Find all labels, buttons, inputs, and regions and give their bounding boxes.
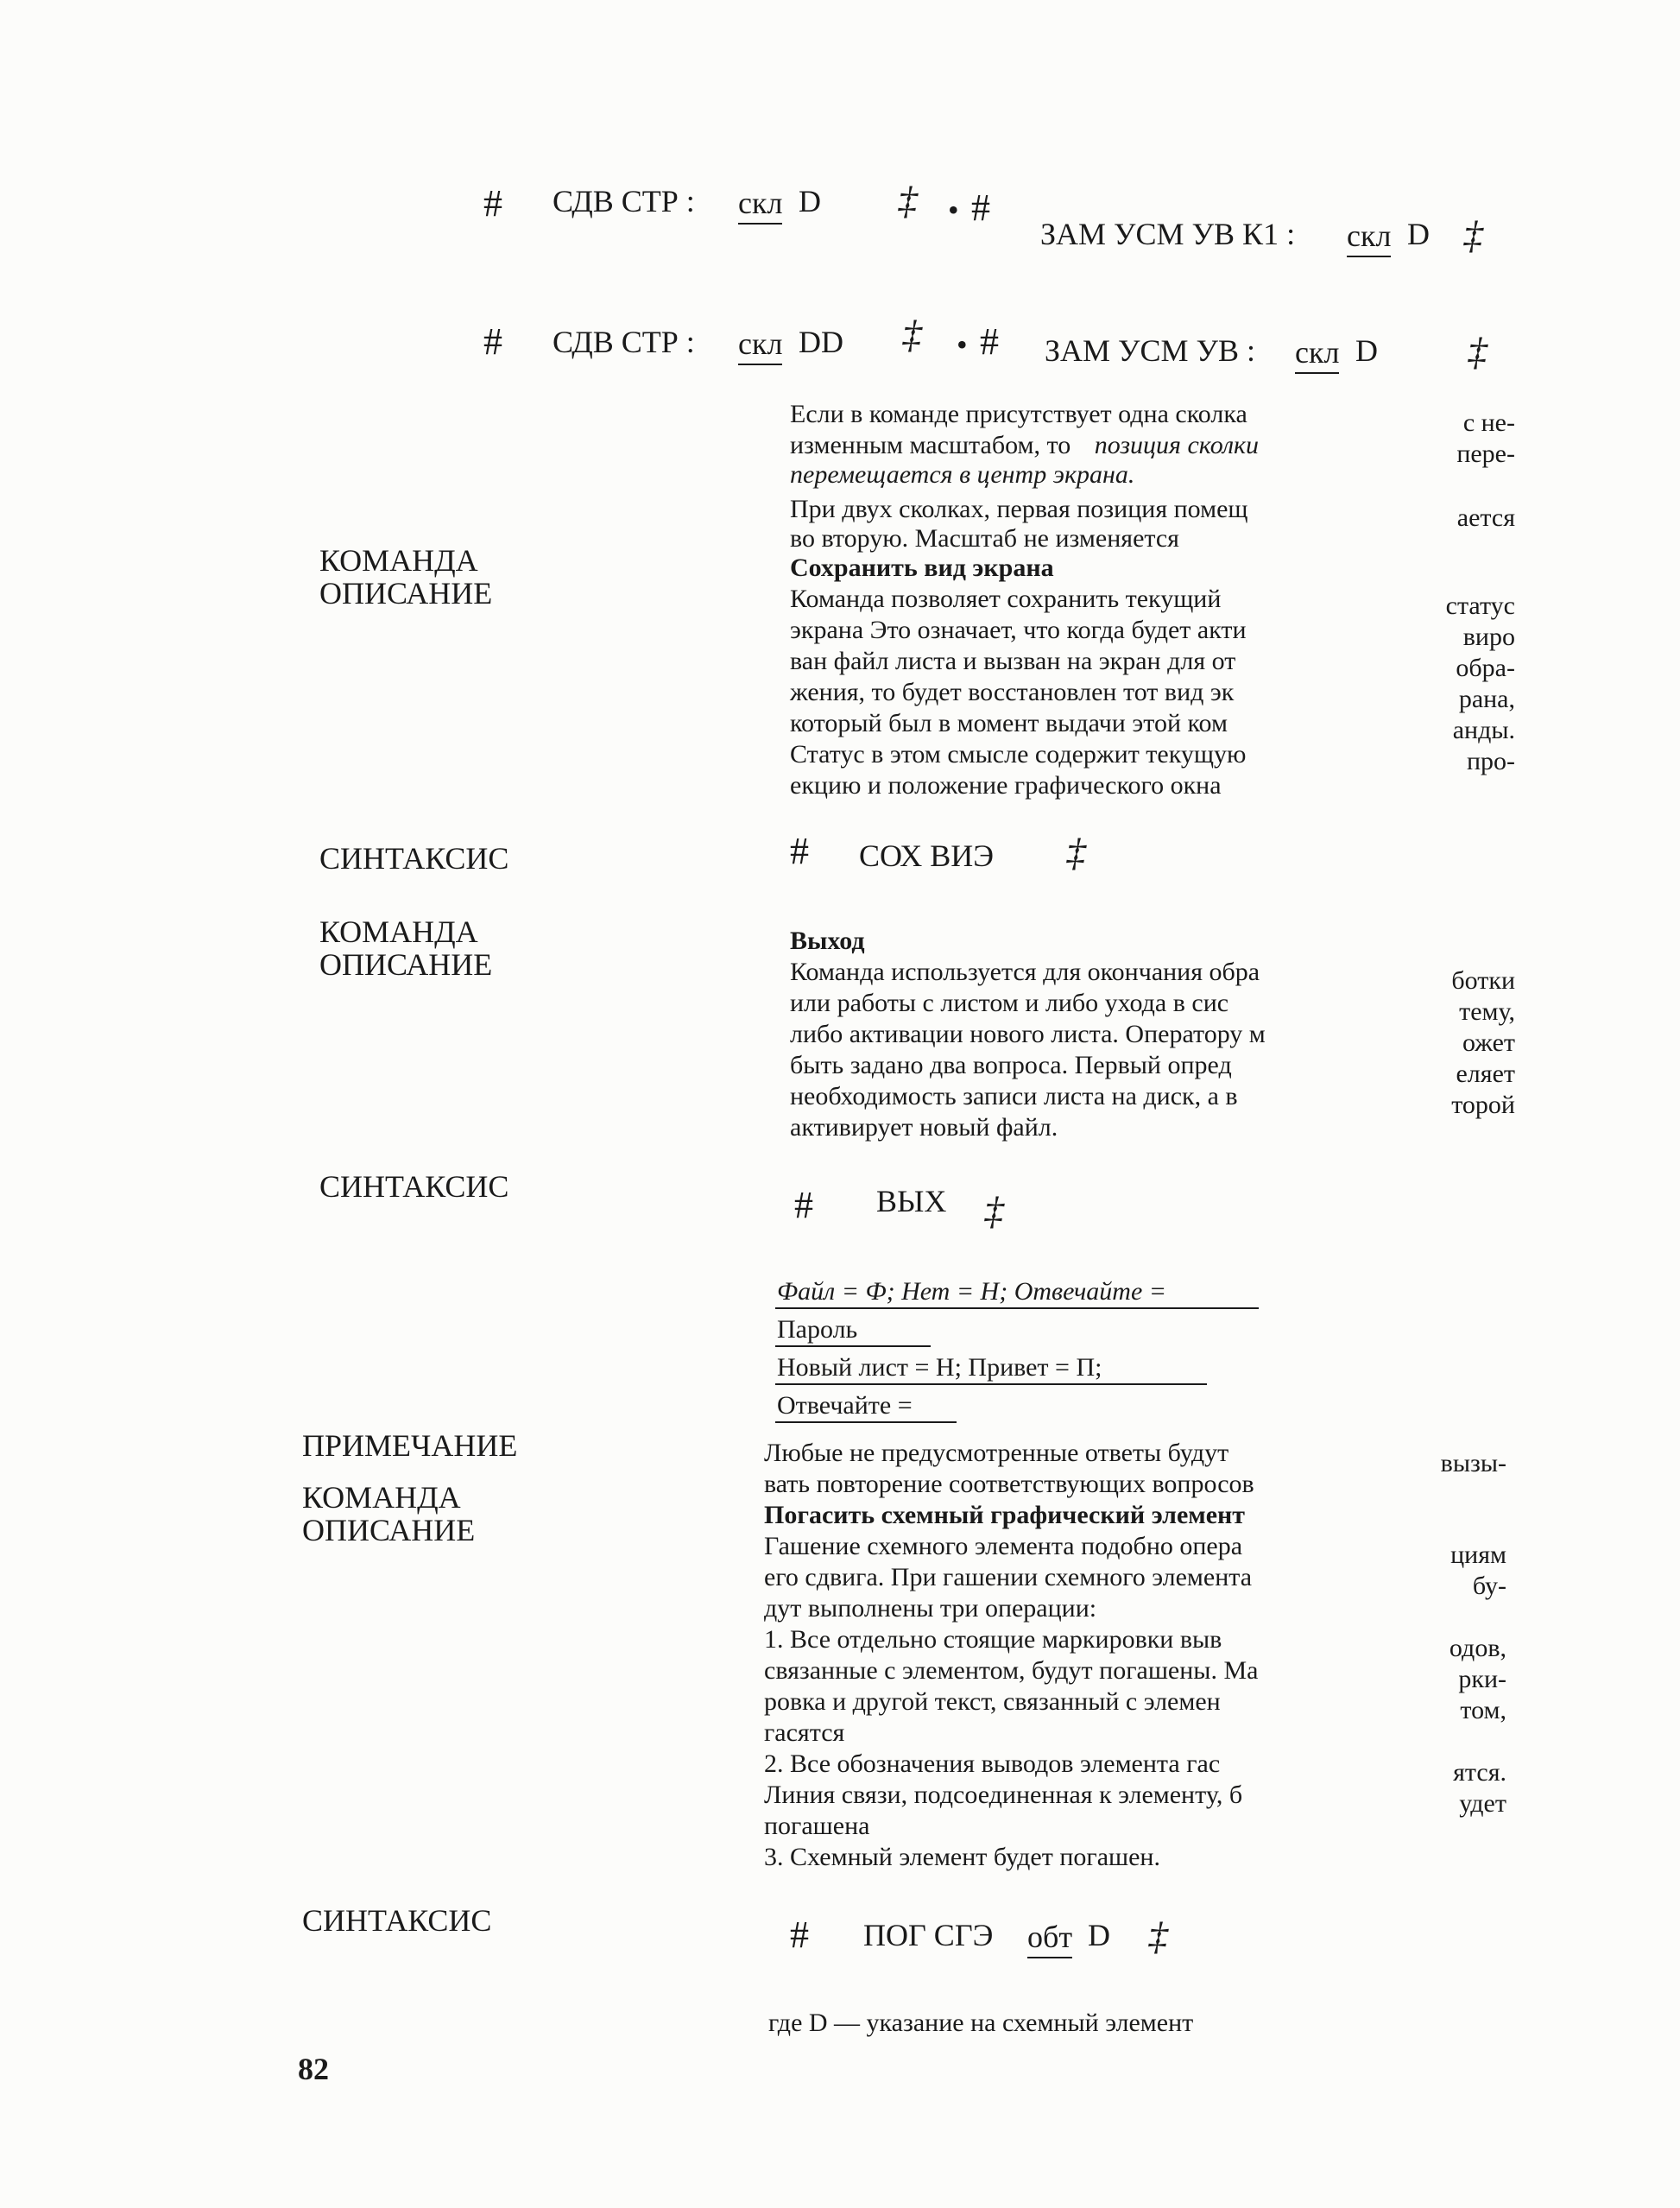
- hash-symbol: #: [483, 320, 502, 363]
- text-line: 3. Схемный элемент будет погашен.: [764, 1843, 1160, 1871]
- param: D: [799, 184, 821, 218]
- section-title: Погасить схемный графический элемент: [764, 1501, 1246, 1529]
- line-tail: удет: [1459, 1789, 1506, 1818]
- terminator-symbol: ‡: [984, 1188, 1004, 1232]
- prompt-underline: [775, 1345, 931, 1347]
- text-line: который был в момент выдачи этой ком: [790, 709, 1228, 737]
- hash-symbol: #: [790, 830, 809, 872]
- text-line: погашена: [764, 1812, 870, 1840]
- command-text-2: ЗАМ УСМ УВ :: [1045, 333, 1256, 368]
- key-word: скл: [738, 326, 782, 365]
- text-line: Команда используется для окончания обра: [790, 958, 1260, 986]
- label-description: ОПИСАНИЕ: [319, 576, 493, 611]
- hash-symbol: #: [483, 182, 502, 225]
- line-tail: торой: [1451, 1091, 1515, 1119]
- text-line: связанные с элементом, будут погашены. Ма: [764, 1656, 1259, 1685]
- key-word-2: скл: [1295, 334, 1339, 374]
- text-line: екцию и положение графического окна: [790, 771, 1222, 800]
- footnote: где D — указание на схемный элемент: [768, 2009, 1194, 2037]
- terminator-symbol: ‡: [898, 178, 918, 222]
- line-tail: статус: [1445, 592, 1515, 620]
- prompt-line-1: Файл = Ф; Нет = Н; Отвечайте =: [777, 1277, 1167, 1306]
- section-title: Выход: [790, 927, 865, 955]
- text-line: дут выполнены три операции:: [764, 1594, 1097, 1623]
- note-body: [764, 1438, 1506, 1507]
- hash-symbol: #: [794, 1184, 813, 1226]
- prompt-underline: [775, 1383, 1207, 1385]
- param: DD: [799, 325, 843, 359]
- text-line: Гашение схемного элемента подобно опера: [764, 1532, 1243, 1560]
- text-line: необходимость записи листа на диск, а в: [790, 1082, 1238, 1110]
- line-tail: рки-: [1458, 1665, 1506, 1693]
- line-tail: одов,: [1449, 1634, 1506, 1662]
- line-tail: ожет: [1462, 1028, 1515, 1057]
- line-tail: ятся.: [1453, 1758, 1506, 1787]
- command-text: СДВ СТР :: [553, 184, 695, 218]
- command-text-2: ЗАМ УСМ УВ К1 :: [1040, 217, 1296, 251]
- paragraph-1: [790, 399, 1515, 563]
- key-word: обт: [1027, 1919, 1072, 1958]
- label-command: КОМАНДА: [319, 914, 478, 949]
- line-tail: анды.: [1452, 716, 1515, 744]
- section-1-body: [790, 553, 1515, 800]
- terminator-symbol: ‡: [1066, 830, 1086, 874]
- line-tail: циям: [1450, 1541, 1506, 1569]
- line-tail: виро: [1462, 623, 1515, 651]
- param: D: [1088, 1918, 1110, 1952]
- text-line: 2. Все обозначения выводов элемента гас: [764, 1749, 1221, 1778]
- line-tail: пере-: [1456, 440, 1515, 468]
- text-line: или работы с листом и либо ухода в сис: [790, 989, 1229, 1017]
- section-2-body: [790, 926, 1515, 1150]
- text-line: 1. Все отдельно стоящие маркировки выв: [764, 1625, 1222, 1654]
- page-number: 82: [298, 2052, 329, 2086]
- prompt-line-2: Пароль: [777, 1315, 858, 1344]
- command-text: ВЫХ: [876, 1184, 947, 1218]
- line-tail: тему,: [1459, 997, 1515, 1026]
- command-text: ПОГ СГЭ: [863, 1918, 994, 1952]
- text-line: При двух сколках, первая позиция помещ: [790, 495, 1248, 523]
- prompt-underline: [775, 1421, 957, 1423]
- prompt-line-3: Новый лист = Н; Привет = П;: [777, 1353, 1102, 1382]
- line-tail: вызы-: [1440, 1449, 1506, 1477]
- text-line: вать повторение соответствующих вопросов: [764, 1470, 1254, 1498]
- terminator-symbol-2: ‡: [1463, 212, 1483, 256]
- prompt-line-4: Отвечайте =: [777, 1391, 913, 1420]
- section-title: Сохранить вид экрана: [790, 554, 1054, 582]
- section-3-body: [764, 1500, 1506, 1880]
- label-syntax: СИНТАКСИС: [319, 841, 509, 876]
- bullet: •: [948, 193, 959, 227]
- label-note: ПРИМЕЧАНИЕ: [302, 1428, 518, 1463]
- hash-symbol-2: #: [971, 187, 990, 229]
- text-line: быть задано два вопроса. Первый опред: [790, 1051, 1232, 1079]
- text-line: жения, то будет восстановлен тот вид эк: [790, 678, 1235, 706]
- line-tail: бу-: [1472, 1572, 1506, 1600]
- command-text: СДВ СТР :: [553, 325, 695, 359]
- text-line: Любые не предусмотренные ответы будут: [764, 1439, 1229, 1467]
- text-line: во вторую. Масштаб не изменяется: [790, 524, 1179, 553]
- bullet: •: [957, 327, 968, 362]
- text-line: Команда позволяет сохранить текущий: [790, 585, 1222, 613]
- label-description: ОПИСАНИЕ: [319, 947, 493, 982]
- line-tail: с не-: [1462, 408, 1515, 437]
- terminator-symbol: ‡: [1148, 1914, 1168, 1958]
- label-syntax: СИНТАКСИС: [319, 1169, 509, 1204]
- text-line: Статус в этом смысле содержит текущую: [790, 740, 1247, 769]
- hash-symbol: #: [790, 1914, 809, 1956]
- text-line: ровка и другой текст, связанный с элемен: [764, 1687, 1221, 1716]
- key-word-2: скл: [1347, 218, 1391, 257]
- line-tail: рана,: [1458, 685, 1515, 713]
- line-tail: ается: [1456, 503, 1515, 532]
- text-line: экрана Это означает, что когда будет акти: [790, 616, 1247, 644]
- label-command: КОМАНДА: [302, 1480, 461, 1515]
- text-line: Если в команде присутствует одна сколка: [790, 400, 1247, 428]
- label-description: ОПИСАНИЕ: [302, 1513, 476, 1547]
- terminator-symbol: ‡: [902, 312, 922, 356]
- key-word: скл: [738, 185, 782, 225]
- text-line: перемещается в центр экрана.: [790, 460, 1135, 489]
- text-line: гасятся: [764, 1718, 845, 1747]
- param-2: D: [1407, 217, 1430, 251]
- line-tail: том,: [1460, 1696, 1506, 1724]
- line-tail: про-: [1466, 747, 1515, 775]
- terminator-symbol-2: ‡: [1468, 329, 1487, 373]
- text-line: активирует новый файл.: [790, 1113, 1058, 1142]
- text-line: либо активации нового листа. Оператору м: [790, 1020, 1266, 1048]
- line-tail: еляет: [1456, 1060, 1515, 1088]
- italic-phrase: позиция сколки: [1094, 431, 1260, 459]
- line-tail: ботки: [1451, 966, 1515, 995]
- text-line: ван файл листа и вызван на экран для от: [790, 647, 1236, 675]
- command-text: СОХ ВИЭ: [859, 838, 994, 873]
- param-2: D: [1355, 333, 1378, 368]
- prompt-underline: [775, 1307, 1259, 1309]
- line-tail: обра-: [1456, 654, 1515, 682]
- text-line: Линия связи, подсоединенная к элементу, б: [764, 1781, 1243, 1809]
- label-syntax: СИНТАКСИС: [302, 1903, 492, 1938]
- text-line: изменным масштабом, то позиция сколки: [790, 431, 1260, 459]
- hash-symbol-2: #: [980, 320, 999, 363]
- label-command: КОМАНДА: [319, 543, 478, 578]
- text-line: его сдвига. При гашении схемного элемента: [764, 1563, 1253, 1591]
